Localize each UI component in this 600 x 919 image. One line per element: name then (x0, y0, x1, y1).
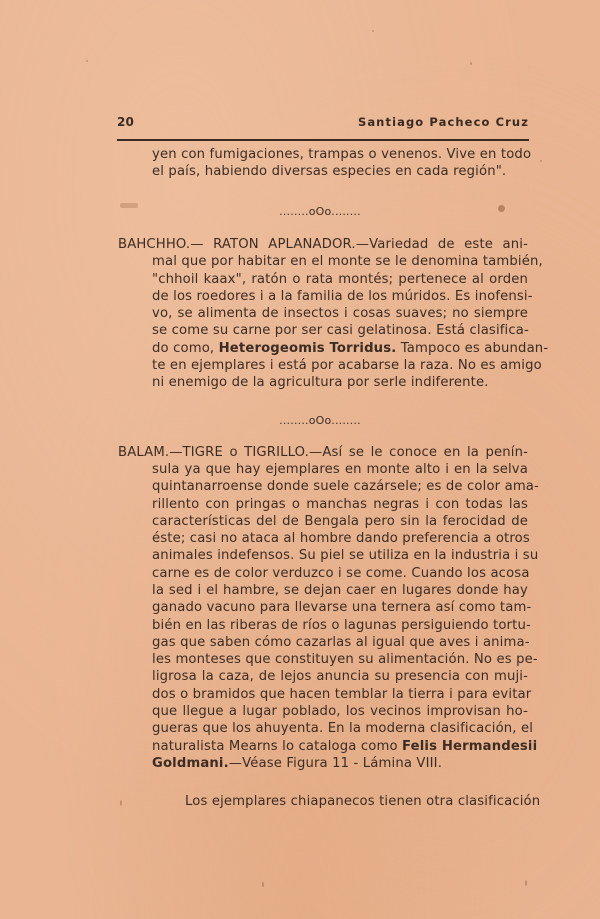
paper-speck (262, 882, 264, 887)
species-name: Felis Hermandesii (402, 739, 538, 754)
paper-speck (120, 800, 122, 806)
continuation-line: el país, habiendo diversas especies en cada región". (152, 164, 507, 179)
entry-line: gueras que los ahuyenta. En la moderna clasificación, el (152, 721, 534, 736)
entry-line: animales indefensos. Su piel se utiliza en la industria i su (152, 548, 539, 563)
continuation-line: yen con fumigaciones, trampas o venenos. Vive en todo (152, 147, 532, 162)
entry-heading: BALAM.—TIGRE o TIGRILLO. (118, 445, 309, 460)
entry-line: rillento con pringas o manchas negras i con todas las (152, 497, 528, 512)
entry-line: ni enemigo de la agricultura por serle indiferente. (152, 375, 489, 390)
entry-line: características del de Bengala pero sin la ferocidad de (152, 514, 528, 529)
entry-line: ganado vacuno para llevarse una ternera así como tam- (152, 600, 532, 615)
entry-line: que llegue a lugar poblado, los vecinos improvisan ho- (152, 704, 528, 719)
section-separator: ........oOo........ (279, 414, 361, 427)
section-separator: ........oOo........ (279, 205, 361, 218)
species-name: Goldmani. (152, 756, 229, 771)
entry-line: se come su carne por ser casi gelatinosa. Está clasifica- (152, 323, 529, 338)
entry-text: —Véase Figura 11 - Lámina VIII. (228, 756, 443, 771)
paper-speck (540, 160, 542, 162)
page-header (117, 115, 529, 133)
entry-line: carne es de color verduzco i se come. Cuando los acosa (152, 566, 530, 581)
entry-species-line (152, 340, 549, 357)
entry-text: naturalista Mearns lo cataloga como (152, 739, 403, 754)
entry-text: do como, (152, 341, 219, 356)
entry-line: mal que por habitar en el monte se le denomina también, (152, 254, 543, 269)
entry-text: —Así se le conoce en la penín- (309, 445, 529, 460)
paper-speck (372, 30, 374, 32)
entry-last-line (152, 755, 442, 772)
entry-line: de los roedores i a la familia de los múridos. Es inofensi- (152, 289, 533, 304)
entry-line: éste; casi no ataca al hombre dando preferencia a otros (152, 531, 530, 546)
entry-line: quintanarroense donde suele cazársele; es de color ama- (152, 479, 539, 494)
entry-species-line (152, 738, 538, 755)
entry-heading: BAHCHHO.— RATON APLANADOR. (118, 237, 356, 252)
entry-line: vo, se alimenta de insectos i cosas suaves; no siempre (152, 306, 528, 321)
entry-line: te en ejemplares i está por acabarse la raza. No es amigo (152, 358, 542, 373)
entry-line: bién en las riberas de ríos o lagunas persiguiendo tortu- (152, 618, 531, 633)
entry-line: les monteses que constituyen su alimentación. No es pe- (152, 652, 538, 667)
entry-line: dos o bramidos que hacen temblar la tierra i para evitar (152, 687, 532, 702)
header-rule (117, 139, 529, 141)
entry-first-line (118, 236, 528, 253)
paper-speck (86, 60, 88, 62)
paper-speck (525, 880, 527, 886)
entry-text: —Variedad de este ani- (355, 237, 528, 252)
entry-line: ligrosa la caza, de lejos anuncia su presencia con muji- (152, 669, 528, 684)
species-name: Heterogeomis Torridus. (218, 341, 397, 356)
entry-line: la sed i el hambre, se dejan caer en lugares donde hay (152, 583, 528, 598)
running-head: Santiago Pacheco Cruz (357, 115, 529, 129)
entry-line: gas que saben cómo cazarlas al igual que aves i anima- (152, 635, 530, 650)
entry-line: "chhoil kaax", ratón o rata montés; pertenece al orden (152, 272, 528, 287)
closing-paragraph-line: Los ejemplares chiapanecos tienen otra clasificación (185, 794, 541, 809)
entry-first-line (118, 444, 528, 461)
page-number: 20 (117, 115, 135, 129)
entry-line: sula ya que hay ejemplares en monte alto i en la selva (152, 462, 528, 477)
entry-text: Tampoco es abundan- (396, 341, 549, 356)
paper-speck (470, 62, 472, 65)
